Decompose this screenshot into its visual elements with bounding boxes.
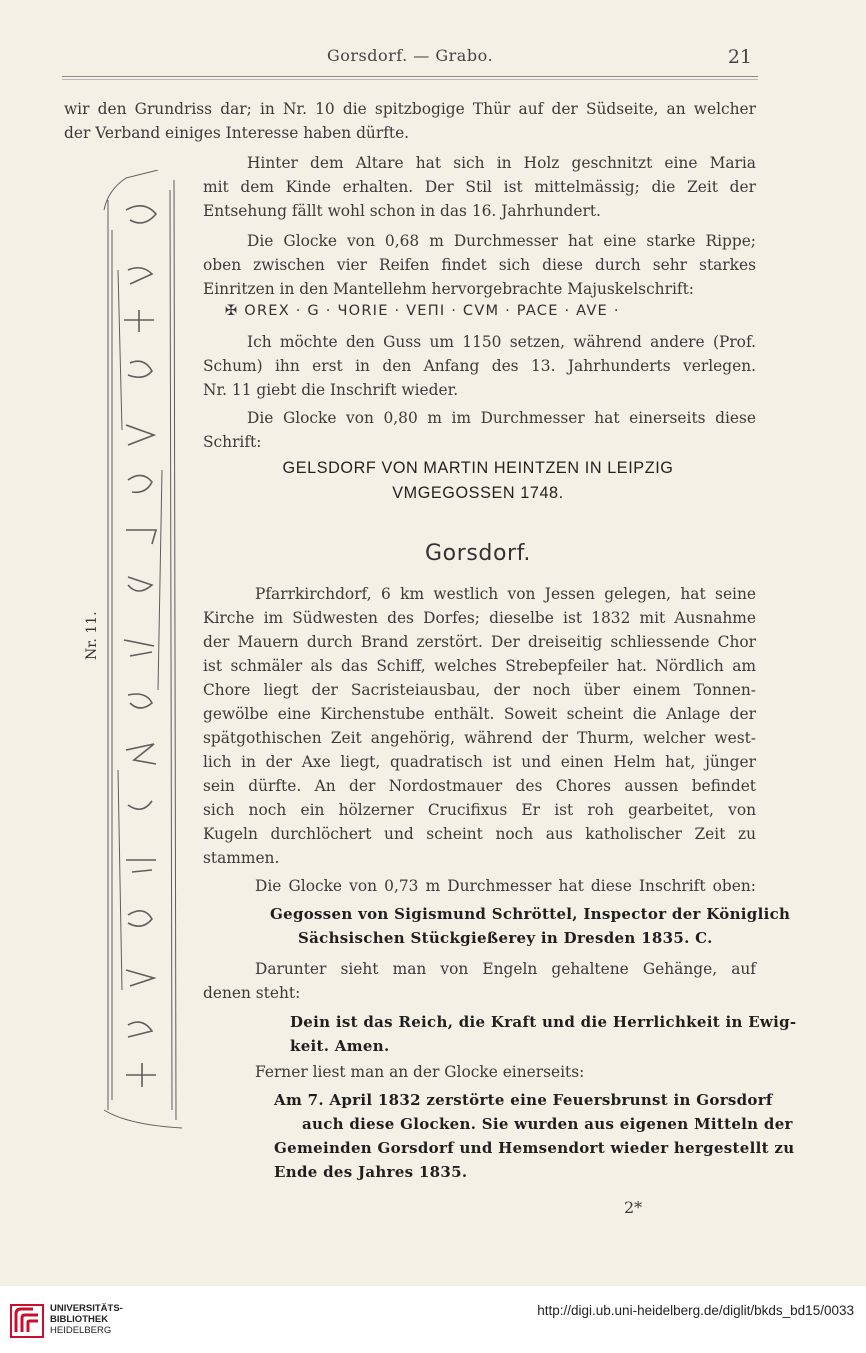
text-line: Chore liegt der Sacristeiausbau, der noch über einem Tonnen- [203, 681, 756, 699]
text-line: gewölbe eine Kirchenstube enthält. Soweit scheint die Anlage der [203, 705, 756, 723]
text-line: lich in der Axe liegt, quadratisch ist und einen Helm hat, jünger [203, 753, 756, 771]
text-line: der Verband einiges Interesse haben dürfte. [64, 124, 410, 142]
paragraph-4 [203, 330, 756, 402]
text-line: Gemeinden Gorsdorf und Hemsendort wieder hergestellt zu [274, 1139, 795, 1157]
running-title: Gorsdorf. — Grabo. [326, 46, 494, 65]
paragraph-7 [203, 874, 756, 898]
paragraph-6 [203, 582, 756, 870]
text-line: sich noch ein hölzerner Crucifixus Er ist roh gearbeitet, von [203, 801, 756, 819]
library-name-line: BIBLIOTHEK [50, 1314, 109, 1325]
running-header [60, 46, 760, 76]
text-line: auch diese Glocken. Sie wurden aus eigenen Mitteln der [302, 1115, 793, 1133]
bell-inscription-caps-2: VMGEGOSSEN 1748. [392, 484, 564, 502]
text-line: spätgothischen Zeit angehörig, während der Thurm, welcher west- [203, 729, 756, 747]
text-line: oben zwischen vier Reifen findet sich diese durch sehr starkes [203, 256, 756, 274]
text-line: Kirche im Südwesten des Dorfes; dieselbe ist 1832 mit Ausnahme [203, 609, 756, 627]
library-name-line: UNIVERSITÄTS- [50, 1303, 123, 1314]
text-line: mit dem Kinde erhalten. Der Stil ist mittelmässig; die Zeit der [203, 178, 756, 196]
text-line: ist schmäler als das Schiff, welches Strebepfeiler hat. Nördlich am [203, 657, 756, 675]
text-line: sein dürfte. An der Nordostmauer des Chores aussen befindet [203, 777, 756, 795]
text-line: Ich möchte den Guss um 1150 setzen, während andere (Prof. [247, 333, 756, 351]
text-line: Schrift: [203, 433, 262, 451]
signature-mark: 2* [624, 1198, 643, 1217]
text-line: Am 7. April 1832 zerstörte eine Feuersbrunst in Gorsdorf [274, 1091, 773, 1109]
paragraph-2 [203, 151, 756, 223]
text-line: Darunter sieht man von Engeln gehaltene Gehänge, auf [255, 960, 756, 978]
text-line: Die Glocke von 0,73 m Durchmesser hat diese Inschrift oben: [255, 877, 756, 895]
section-title: Gorsdorf. [424, 541, 532, 566]
bell-inscription-majuscule: ✠ ОREX · G · ЧОRIE · VEПI · CVM · PACE · AVE · [225, 302, 620, 319]
figure-label: Nr. 11. [84, 611, 100, 660]
text-line: wir den Grundriss dar; in Nr. 10 die spitzbogige Thür auf der Südseite, an welcher [64, 100, 756, 118]
text-line: keit. Amen. [290, 1037, 390, 1055]
text-line: Pfarrkirchdorf, 6 km westlich von Jessen gelegen, hat seine [255, 585, 756, 603]
library-name-line: HEIDELBERG [50, 1325, 112, 1336]
text-line: denen steht: [203, 984, 301, 1002]
source-url-link[interactable]: http://digi.ub.uni-heidelberg.de/diglit/bkds_bd15/0033 [537, 1303, 854, 1318]
text-line: Gegossen von Sigismund Schröttel, Inspector der Königlich [270, 905, 791, 923]
inscription-figure [98, 170, 184, 1130]
text-line: Kugeln durchlöchert und scheint noch aus katholischer Zeit zu [203, 825, 756, 843]
page-number: 21 [727, 46, 752, 68]
bell-inscription-caps-1: GELSDORF VON MARTIN HEINTZEN IN LEIPZIG [282, 459, 674, 477]
paragraph-9 [203, 1060, 756, 1084]
paragraph-8 [203, 957, 756, 1005]
blackletter-inscription-3 [274, 1088, 795, 1184]
blackletter-inscription-1 [270, 902, 791, 950]
text-line: Dein ist das Reich, die Kraft und die Herrlichkeit in Ewig- [290, 1013, 797, 1031]
text-line: Schum) ihn erst in den Anfang des 13. Jahrhunderts verlegen. [203, 357, 756, 375]
paragraph-1 [64, 97, 756, 145]
text-line: stammen. [203, 849, 280, 867]
text-line: Entsehung fällt wohl schon in das 16. Jahrhundert. [203, 202, 601, 220]
paragraph-3 [203, 229, 756, 301]
blackletter-inscription-2 [290, 1010, 797, 1058]
text-line: Nr. 11 giebt die Inschrift wieder. [203, 381, 459, 399]
text-line: Hinter dem Altare hat sich in Holz geschnitzt eine Maria [247, 154, 756, 172]
text-line: Ferner liest man an der Glocke einerseits: [255, 1063, 585, 1081]
paragraph-5 [203, 406, 756, 454]
library-name [50, 1303, 123, 1336]
text-line: der Mauern durch Brand zerstört. Der dreiseitig schliessende Chor [203, 633, 756, 651]
text-line: Ende des Jahres 1835. [274, 1163, 468, 1181]
text-line: Die Glocke von 0,80 m im Durchmesser hat einerseits diese [247, 409, 756, 427]
text-line: Sächsischen Stückgießerey in Dresden 1835. C. [298, 929, 713, 947]
text-line: Einritzen in den Mantellehm hervorgebrachte Majuskelschrift: [203, 280, 694, 298]
library-logo-icon [10, 1304, 44, 1338]
header-rule-thin [62, 79, 758, 80]
inscription-drawing [98, 170, 184, 1130]
digitization-footer [0, 1286, 866, 1353]
header-rule [62, 76, 758, 77]
text-line: Die Glocke von 0,68 m Durchmesser hat eine starke Rippe; [247, 232, 756, 250]
